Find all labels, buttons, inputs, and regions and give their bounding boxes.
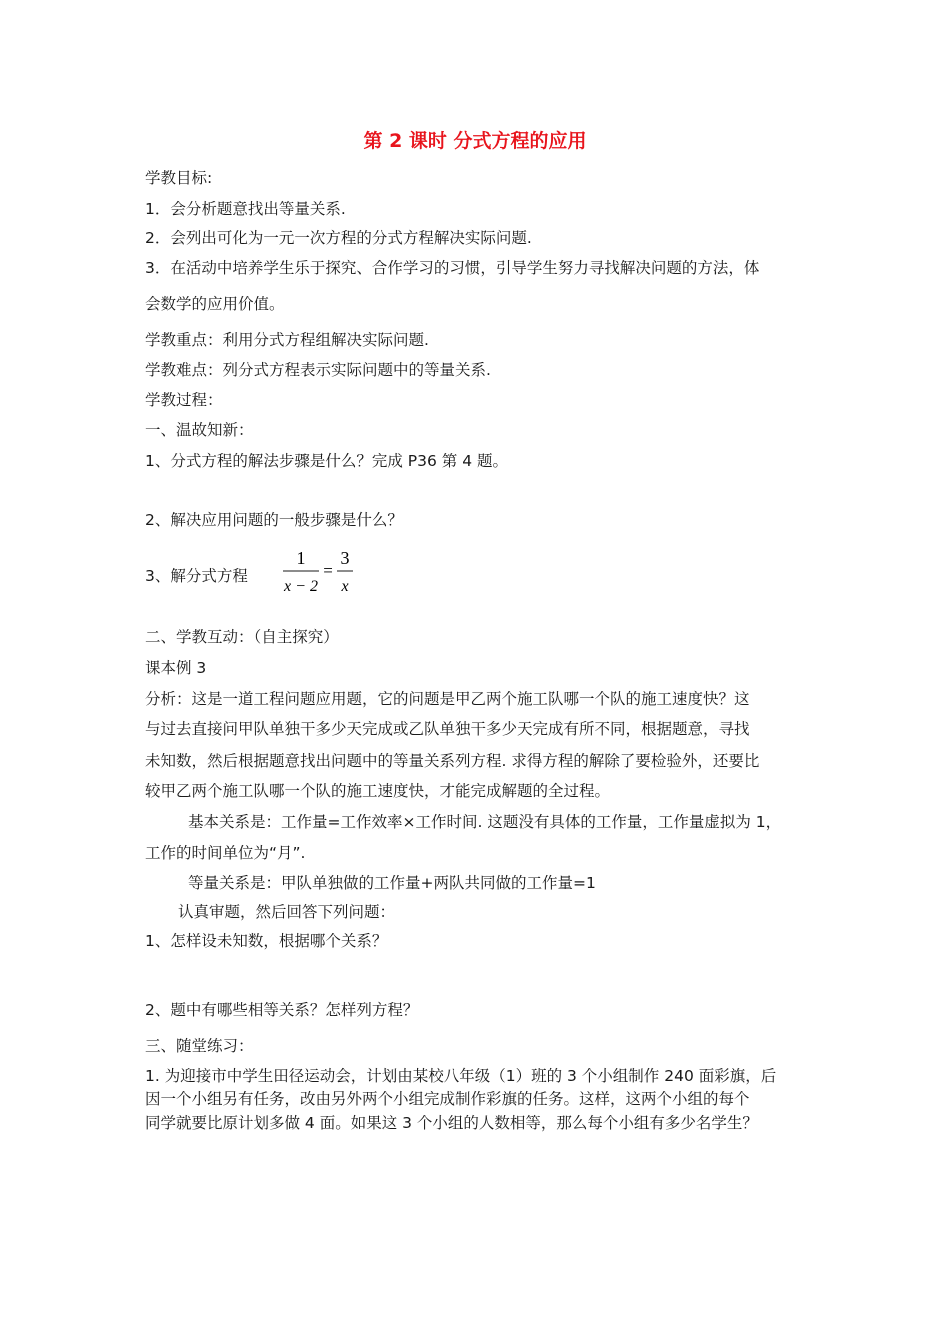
review-question-1: 1、分式方程的解法步骤是什么？完成 P36 第 4 题。	[145, 452, 509, 470]
lhs-denominator: x − 2	[284, 578, 318, 595]
practice-problem-line: 同学就要比原计划多做 4 面。如果这 3 个小组的人数相等，那么每个小组有多少名学生？	[145, 1114, 758, 1132]
page-title: 第 2 课时 分式方程的应用	[363, 130, 587, 152]
analysis-line: 较甲乙两个施工队哪一个队的施工速度快，才能完成解题的全过程。	[145, 782, 611, 800]
analysis-line: 未知数，然后根据题意找出问题中的等量关系列方程. 求得方程的解除了要检验外，还要比	[145, 752, 760, 770]
fraction-equation	[281, 544, 361, 598]
process-heading: 学教过程：	[145, 391, 223, 409]
review-question-3-label: 3、解分式方程	[145, 567, 248, 585]
equal-relation: 等量关系是：甲队单独做的工作量+两队共同做的工作量=1	[188, 874, 596, 892]
basic-relation: 基本关系是：工作量=工作效率×工作时间. 这题没有具体的工作量，工作量虚拟为 1，	[188, 813, 782, 831]
practice-problem-line: 1. 为迎接市中学生田径运动会，计划由某校八年级（1）班的 3 个小组制作 240 面彩旗，后	[145, 1067, 777, 1085]
interaction-question-2: 2、题中有哪些相等关系？怎样列方程？	[145, 1001, 419, 1019]
analysis-line: 与过去直接问甲队单独干多少天完成或乙队单独干多少天完成有所不同，根据题意，寻找	[145, 720, 750, 738]
interaction-question-1: 1、怎样设未知数，根据哪个关系？	[145, 932, 388, 950]
practice-problem-line: 因一个小组另有任务，改由另外两个小组完成制作彩旗的任务。这样，这两个小组的每个	[145, 1090, 750, 1108]
review-question-2: 2、解决应用问题的一般步骤是什么？	[145, 511, 403, 529]
objective-item: 1．会分析题意找出等量关系.	[145, 200, 346, 218]
analysis-line: 分析：这是一道工程问题应用题，它的问题是甲乙两个施工队哪一个队的施工速度快？这	[145, 690, 750, 708]
rhs-numerator: 3	[340, 548, 350, 568]
key-point: 学教重点：利用分式方程组解决实际问题.	[145, 331, 429, 349]
equals-sign: =	[323, 561, 333, 580]
example-label: 课本例 3	[145, 659, 207, 677]
objective-item: 2．会列出可化为一元一次方程的分式方程解决实际问题.	[145, 229, 532, 247]
objectives-heading: 学教目标:	[145, 169, 213, 187]
instruction: 认真审题，然后回答下列问题：	[178, 903, 396, 921]
rhs-denominator: x	[341, 578, 349, 595]
objective-item: 会数学的应用价值。	[145, 295, 285, 313]
section1-heading: 一、温故知新：	[145, 421, 254, 439]
basic-relation-cont: 工作的时间单位为“月”.	[145, 844, 306, 862]
lhs-numerator: 1	[296, 548, 306, 568]
difficulty: 学教难点：列分式方程表示实际问题中的等量关系.	[145, 361, 491, 379]
section3-heading: 三、随堂练习：	[145, 1037, 254, 1055]
section2-heading: 二、学教互动：（自主探究）	[145, 628, 339, 646]
objective-item: 3．在活动中培养学生乐于探究、合作学习的习惯，引导学生努力寻找解决问题的方法，体	[145, 259, 760, 277]
review-question-3	[145, 544, 405, 596]
